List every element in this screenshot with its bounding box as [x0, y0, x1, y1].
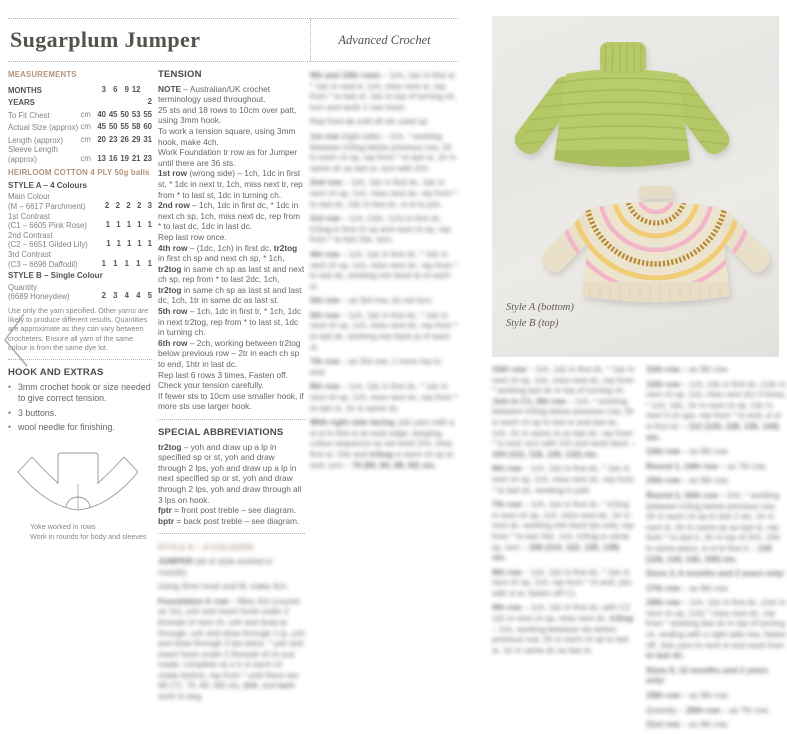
- measurements-column: [8, 70, 152, 541]
- size-value: 3: [101, 84, 106, 94]
- yoke-schematic-svg: [8, 448, 148, 520]
- yarn-qty: 1: [137, 239, 142, 249]
- blurred-paragraph: 17th row – as 9th row.: [646, 582, 730, 593]
- instruction-paragraph: NOTE – Australian/UK crochet terminology used throughout.: [158, 83, 271, 105]
- yarn-table-row: [8, 192, 152, 211]
- size-row-unit: cm: [80, 134, 91, 144]
- yarn-qty: 1: [106, 239, 111, 249]
- tension-paragraphs: [158, 84, 305, 412]
- caption-style-a: Style A (bottom): [506, 302, 574, 313]
- size-value: 20: [97, 134, 106, 144]
- yarn-qty: 1: [116, 220, 121, 230]
- yarn-qty: 1: [105, 220, 111, 230]
- size-row-unit: cm: [80, 109, 91, 119]
- tension-column: [158, 70, 305, 706]
- yarn-row-label: 2nd Contrast (C2 – 6651 Gilded Lily): [8, 230, 88, 250]
- blurred-paragraph: 4th row – 1ch, 1dc in first dc, * 1dc in next ch sp, 1ch, miss next dc, rep from * to last dc, working into back lp of each st.: [310, 248, 458, 291]
- blurred-paragraph: 5th row – as 3rd row, do not turn.: [310, 295, 434, 306]
- blurred-paragraph: 9th and 10th rows – 1ch, 1dc in first st, * 1dc in next tr, 1ch, miss next st, rep from * to last st, 1dc in top of turning ch, turn and work 1 row more.: [310, 70, 457, 112]
- size-value: 6: [113, 84, 118, 94]
- special-abbreviations-heading: SPECIAL ABBREVIATIONS: [158, 427, 284, 438]
- size-value: 53: [131, 109, 141, 119]
- size-table-row: [8, 83, 152, 96]
- green-jumper-image: [518, 40, 736, 178]
- size-table-row: [8, 95, 152, 108]
- blurred-paragraph: Foundation tr row – Miss 3ch (counts as 1tr), yoh and insert hook under 2 threads of next ch, yoh and draw lp through, yoh and draw through 1 lp, yoh and draw through 2 lps twice, * yoh and insert hook under 2 threads of ch just made, complete as a tr in each ch made before, rep from * until there are 68 (72, 76, 80, 84) sts, 2ch, and turn work to beg.: [158, 595, 305, 702]
- schematic-caption: Yoke worked in rows Work in rounds for body and sleeves: [30, 522, 147, 541]
- blurred-paragraph: With right side facing, join yarn with a sl st in first st at neck edge, keeping colour sequence as set work 2ch, miss first st, 1htr and tr2tog in each ch sp to end, turn – 76 (80, 84, 88, 92) sts.: [310, 417, 455, 470]
- yarn-table-row: [8, 212, 152, 231]
- size-row-label: Sleeve Length (approx): [8, 145, 58, 164]
- blurred-paragraph: Quantity – 20th row – as 7th row.: [646, 704, 770, 715]
- size-value: 19: [120, 153, 129, 163]
- style-b-heading: STYLE B – Single Colour: [8, 271, 103, 281]
- yarn-row-label: 3rd Contrast (C3 – 6696 Daffodil): [8, 250, 78, 269]
- size-table-row: [8, 108, 152, 121]
- size-value: 40: [97, 109, 106, 119]
- measurements-heading: MEASUREMENTS: [8, 70, 77, 79]
- size-row-unit: cm: [80, 122, 91, 131]
- yarn-heading: HEIRLOOM COTTON 4 PLY 50g balls: [8, 168, 150, 178]
- size-value: 29: [131, 134, 141, 144]
- instruction-paragraph: Check your tension carefully.: [158, 380, 264, 391]
- instruction-paragraph: 5th row – 1ch, 1dc in first tr, * 1ch, 1dc in next tr2tog, rep from * to last st, 1dc in turning ch.: [158, 306, 301, 338]
- yarn-table-row: [8, 250, 152, 269]
- yarn-qty: 1: [126, 220, 132, 230]
- size-row-unit: cm: [80, 153, 91, 163]
- size-table-row: [8, 120, 152, 133]
- hook-extras-heading: HOOK AND EXTRAS: [8, 367, 104, 379]
- size-table-row: [8, 145, 152, 164]
- blurred-paragraph: 19th row – as 9th row.: [646, 690, 730, 701]
- yarn-qty: 2: [104, 201, 110, 211]
- instruction-paragraph: 1st row (wrong side) – 1ch, 1dc in first st, * 1dc in next tr, 1ch, miss next tr, rep from * to last st, 1dc in turning ch.: [158, 168, 303, 200]
- size-value: 9: [124, 84, 129, 94]
- instruction-paragraph: Work Foundation tr row as for Jumper until there are 36 sts.: [158, 147, 298, 168]
- size-value: 58: [131, 122, 141, 131]
- yarn-qty: 1: [136, 258, 141, 268]
- size-table: [8, 83, 152, 165]
- yarn-qty: 2: [101, 291, 106, 301]
- blurred-paragraph: 6th row – 1ch, 1dc in first dc, * 1dc in next ch sp, 1ch, miss next dc, rep from * to last dc, working in patt.: [492, 463, 635, 495]
- yarn-qty: 1: [147, 220, 152, 230]
- blurred-paragraph: Rep from to until all sts used up.: [310, 116, 430, 127]
- blurred-paragraph: 15th row – as 9th row.: [646, 475, 730, 486]
- blurred-paragraph: 12th row – 1ch, 1dc in first dc, (1dc in next ch sp, 1ch, miss next dc) 3 times, * 1ch, 1dc, 1tr in next ch sp, 1dc in next 3 ch sps, rep from * to end, sl st in first dc – 112 (120, 128, 136, 144) sts.: [646, 378, 787, 442]
- yarn-row-label: Main Colour (M – 6617 Parchment): [8, 192, 86, 212]
- yarn-qty: 1: [116, 239, 121, 249]
- yarn-qty: 2: [126, 201, 131, 211]
- bullet-icon: •: [8, 381, 12, 392]
- size-value: 55: [143, 109, 152, 119]
- skill-level-label: Advanced Crochet: [338, 32, 431, 47]
- jumper-photo: [492, 16, 779, 357]
- size-value: 45: [108, 109, 118, 119]
- title-block: [8, 18, 458, 62]
- size-value: 60: [143, 122, 152, 131]
- blurred-paragraph: Round 1, 14th row – as 7th row.: [646, 460, 768, 471]
- blurred-paragraph: Using 3mm hook and M, make 4ch.: [158, 581, 289, 592]
- list-item: • 3mm crochet hook or size needed to give correct tension.: [8, 381, 151, 404]
- size-row-label: Length (approx): [8, 135, 64, 145]
- blurred-paragraph: 7th row – as 3rd row, 1 more rep to end.: [310, 356, 441, 377]
- instruction-paragraph: If fewer sts to 10cm use smaller hook, if more sts use larger hook.: [158, 390, 304, 412]
- caption-style-b: Style B (top): [506, 318, 559, 329]
- yarn-qty: 5: [147, 291, 152, 301]
- blurred-paragraph: 21st row – as 9th row.: [646, 719, 730, 730]
- bullet-icon: •: [8, 422, 12, 433]
- photo-caption: [506, 300, 574, 332]
- instruction-paragraph: 25 sts and 18 rows to 10cm over patt, using 3mm hook.: [158, 104, 297, 126]
- section-divider: [158, 533, 305, 534]
- instruction-paragraph: 4th row – (1dc, 1ch) in first dc, tr2tog in first ch sp and next ch sp, * 1ch, tr2tog in same ch sp as last st and next ch sp, rep from * to last 2dc, 1ch, tr2tog in same ch sp as last st and last dc, 1ch, 1tr in same dc as last st.: [158, 242, 305, 306]
- size-value: 31: [143, 134, 152, 144]
- size-row-label: YEARS: [8, 98, 35, 107]
- size-row-label: MONTHS: [8, 85, 42, 95]
- yarn-qty: 1: [147, 258, 152, 268]
- yarn-qty: 1: [147, 239, 152, 249]
- yarn-table-style-a: [8, 192, 152, 269]
- size-row-label: Actual Size (approx): [8, 123, 79, 132]
- yarn-qty: 1: [101, 258, 106, 268]
- blurred-paragraph: 11th row – as 9th row.: [646, 364, 730, 374]
- instruction-paragraph: Rep last row once.: [158, 231, 227, 242]
- list-item: • 3 buttons.: [8, 407, 57, 418]
- abbreviation-paragraph: fptr = front post treble – see diagram.: [158, 505, 297, 516]
- blurred-paragraph: 8th row – 1ch, 1dc in first dc, * 1dc in next ch sp, 1ch, miss next dc, rep from * to last st, 1tr in same dc.: [310, 381, 458, 413]
- size-table-row: [8, 133, 152, 146]
- crop-mark-artifact: [0, 312, 30, 372]
- list-item: • wool needle for finishing.: [8, 422, 115, 433]
- size-value: 2: [147, 97, 152, 106]
- size-value: 13: [97, 153, 106, 163]
- abbreviation-paragraphs: [158, 442, 305, 527]
- blurred-pattern-column: [646, 364, 787, 734]
- tension-heading: TENSION: [158, 69, 202, 80]
- yarn-qty: 1: [137, 220, 142, 230]
- instruction-paragraph: 2nd row – 1ch, 1dc in first dc, * 1dc in next ch sp, 1ch, miss next dc, rep from * to last dc, 1dc in last dc.: [158, 200, 301, 232]
- yarn-qty: 3: [147, 201, 153, 211]
- size-row-label: To Fit Chest: [8, 110, 50, 120]
- section-divider: [158, 419, 305, 420]
- blurred-paragraph: 13th row – as 9th row.: [646, 446, 730, 457]
- yarn-qty: 4: [136, 291, 141, 301]
- blurred-paragraph: 10th row – 1ch, 1dc in first dc, * 1dc in next ch sp, 1ch, miss next dc, rep from * working last dc in top of turning ch. Join in C1, 5th row – 1ch, * working between tr2tog below previous row, 2tr in each ch sp to last st and last dc, 1ch, 1tr in same st as last dc, rep from * to end, turn with 2ch and work back – 104 (112, 118, 126, 132) sts.: [492, 364, 635, 459]
- yarn-note: Use only the yarn specified. Other yarns are likely to produce different results. Quantities are approximate as they can vary between crocheters. Ensure all yarn of the same colour is from the same dye lot.: [8, 306, 149, 352]
- size-value: 50: [120, 109, 129, 119]
- abbreviation-paragraph: bptr = back post treble – see diagram.: [158, 515, 300, 526]
- blurred-pattern-column: [492, 364, 635, 659]
- blurred-pattern-column: [310, 70, 458, 474]
- yarn-qty: 2: [115, 201, 120, 211]
- yarn-qty: 1: [113, 258, 118, 268]
- bullet-icon: •: [8, 407, 12, 418]
- yarn-qty: 2: [136, 201, 142, 211]
- yarn-qty: 1: [124, 258, 129, 268]
- size-value: 50: [108, 122, 118, 131]
- page-title: Sugarplum Jumper: [10, 27, 201, 52]
- size-value: 55: [120, 122, 129, 131]
- size-value: 21: [131, 153, 141, 163]
- size-value: 16: [108, 153, 118, 163]
- blurred-section: [158, 542, 305, 701]
- instruction-paragraph: To work a tension square, using 3mm hook, make 4ch.: [158, 125, 296, 147]
- yarn-row-label: 1st Contrast (C1 – 6605 Pink Rose): [8, 211, 87, 231]
- size-value: 45: [97, 122, 106, 131]
- instruction-paragraph: Rep last 6 rows 3 times. Fasten off.: [158, 369, 288, 380]
- blurred-paragraph: JUMPER (all of style worked in rounds).: [158, 555, 273, 577]
- yarn-row-label: Quantity (6689 Honeydew): [8, 282, 70, 302]
- blurred-paragraph: Sizes 9, 12 months and 2 years only:: [646, 664, 769, 686]
- size-value: 26: [120, 134, 129, 144]
- yarn-table-style-b: [8, 283, 152, 302]
- striped-jumper-image: [550, 186, 766, 312]
- blurred-paragraph: 8th row – 1ch, 1dc in first dc, * 1dc in next ch sp, 1ch, rep from * to end, join with sl st, fasten off C1.: [492, 566, 632, 598]
- size-value: 12: [131, 84, 141, 94]
- blurred-paragraph: 18th row – 1ch, 1dc in first dc, (1dc in next ch sp, 1ch) * miss next dc, rep from * working last dc in top of turning ch, ending with a right side row, fasten off. Join yarn to next st and work from to last dc.: [646, 597, 787, 661]
- blurred-paragraph: 2nd row – 1ch, 1dc in first dc, 1dc in next ch sp, 1ch, miss next dc, rep from * to last dc, 1dc in last dc, sl st to join.: [310, 177, 458, 209]
- yarn-table-row: [8, 231, 152, 250]
- yarn-qty: 4: [124, 291, 129, 301]
- yarn-qty: 1: [126, 239, 132, 249]
- blurred-paragraph: 7th row – 1ch, 1dc in first dc, * tr2tog in next ch sp, 1ch, miss next dc, 1tr in next dc, working into back lps only, rep from * to last 2dc, 1ch, tr2tog in same sp, turn – 106 (114, 122, 130, 138) sts.: [492, 499, 634, 563]
- size-value: 23: [108, 134, 118, 144]
- blurred-paragraph: 6th row – 1ch, 1dc in first dc, * 1dc in next ch sp, 1ch, miss next dc, rep from * to last dc, working into back lp of each st.: [310, 309, 458, 352]
- blurred-heading: STYLE A – 4 COLOURS: [158, 542, 254, 553]
- yoke-schematic-diagram: [8, 448, 152, 542]
- blurred-paragraph: Round 2, 16th row – 2ch, * working between tr2tog below previous row, 2tr in each ch sp to last 2 sts, 1tr in next st, 2tr in same sp as last st, rep from * to last tr, 2tr in top of 2ch, 1htr in same place, sl st to first tr – 118 (126, 134, 142, 150) sts.: [646, 489, 781, 564]
- size-value: 23: [143, 153, 152, 163]
- blurred-paragraph: Sizes 3, 6 months and 2 years only:: [646, 568, 786, 579]
- hook-extras-list: [8, 382, 152, 434]
- yarn-table-row: [8, 283, 152, 302]
- blurred-paragraph: 1st row (right side) – 1ch, * working between tr2tog below previous row, 2tr in each ch sp, rep from * to last st, 1tr in same dc as last st, turn with 2ch.: [310, 130, 457, 173]
- style-a-heading: STYLE A – 4 Colours: [8, 180, 87, 190]
- instruction-paragraph: 6th row – 2ch, working between tr2tog below previous row – 2tr in each ch sp to end, 1htr in last dc.: [158, 337, 301, 370]
- blurred-paragraph: 3rd row – 1ch, (1dc, 1ch) in first dc, tr2tog in first ch sp and next ch sp, rep from * to last 2dc, turn.: [310, 213, 451, 245]
- yarn-qty: 3: [113, 291, 118, 301]
- blurred-paragraph: 9th row – 1ch, 1dc in first dc, with C2 1dc in next ch sp, miss next dc, tr2tog – 1ch, working between sts below previous row, 2tr in each ch sp to last st, 1tr in same dc as last st.: [492, 602, 634, 655]
- abbreviation-paragraph: tr2tog – yoh and draw up a lp in specified sp or st, yoh and draw through 2 lps, yoh and draw up a lp in next specified sp or st, yoh and draw through 2 lps, yoh and draw through all 3 lps on hook.: [158, 441, 302, 505]
